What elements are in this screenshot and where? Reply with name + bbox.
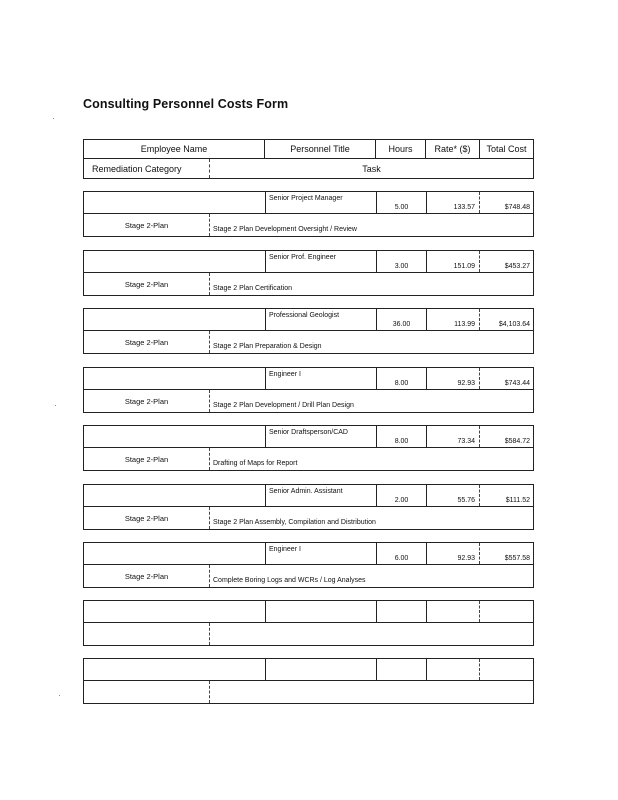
remediation-category-cell[interactable]: Stage 2-Plan [84, 273, 210, 295]
personnel-title-cell[interactable]: Engineer I [265, 543, 376, 564]
scan-speck: · [54, 400, 57, 410]
hours-cell[interactable] [376, 192, 426, 213]
task-cell[interactable]: Stage 2 Plan Development Oversight / Review [213, 226, 357, 233]
personnel-title-cell[interactable]: Senior Project Manager [265, 192, 376, 213]
total-cost-cell[interactable] [479, 192, 534, 213]
task-cell[interactable]: Stage 2 Plan Assembly, Compilation and Distribution [213, 519, 376, 526]
total-cost-value: $453.27 [504, 263, 530, 270]
hours-value: 8.00 [394, 380, 409, 387]
personnel-title-cell[interactable]: Senior Admin. Assistant [265, 485, 376, 506]
rate-cell[interactable] [426, 426, 479, 447]
rate-value: 92.93 [457, 555, 475, 562]
header-hours: Hours [376, 140, 426, 158]
scan-speck: · [52, 113, 55, 123]
cost-entry [83, 308, 534, 354]
rate-cell[interactable] [426, 485, 479, 506]
total-cost-cell[interactable] [479, 368, 534, 389]
total-cost-cell[interactable] [479, 251, 534, 272]
scan-speck: · [58, 690, 61, 700]
rate-cell[interactable] [426, 543, 479, 564]
total-cost-cell[interactable] [479, 309, 534, 330]
total-cost-value: $748.48 [504, 204, 530, 211]
rate-value: 133.57 [453, 204, 475, 211]
rate-value: 73.34 [457, 438, 475, 445]
hours-value: 2.00 [394, 497, 409, 504]
personnel-title-cell[interactable]: Senior Prof. Engineer [265, 251, 376, 272]
personnel-title-cell[interactable]: Senior Draftsperson/CAD [265, 426, 376, 447]
page-title: Consulting Personnel Costs Form [83, 97, 289, 111]
remediation-category-cell[interactable]: Stage 2-Plan [84, 214, 210, 236]
header-rate: Rate* ($) [434, 144, 471, 154]
hours-cell[interactable] [376, 426, 426, 447]
total-cost-value: $4,103.64 [498, 321, 530, 328]
rate-cell[interactable] [426, 251, 479, 272]
cost-entry [83, 250, 534, 296]
remediation-category-cell[interactable] [84, 681, 210, 703]
task-cell[interactable]: Drafting of Maps for Report [213, 460, 298, 467]
header-remediation-category: Remediation Category [84, 159, 210, 178]
total-cost-value: $557.58 [504, 555, 530, 562]
rate-cell[interactable] [426, 601, 479, 622]
hours-value: 5.00 [394, 204, 409, 211]
hours-cell[interactable] [376, 251, 426, 272]
hours-cell[interactable] [376, 543, 426, 564]
rate-cell[interactable] [426, 659, 479, 680]
hours-cell[interactable] [376, 601, 426, 622]
header-personnel-title: Personnel Title [265, 140, 376, 158]
task-cell[interactable] [210, 623, 533, 645]
hours-cell[interactable] [376, 368, 426, 389]
task-cell[interactable] [210, 681, 533, 703]
remediation-category-cell[interactable]: Stage 2-Plan [84, 565, 210, 587]
rate-cell[interactable] [426, 309, 479, 330]
remediation-category-cell[interactable]: Stage 2-Plan [84, 507, 210, 529]
hours-cell[interactable] [376, 659, 426, 680]
remediation-category-cell[interactable]: Stage 2-Plan [84, 448, 210, 470]
cost-entry [83, 191, 534, 237]
rate-value: 55.76 [457, 497, 475, 504]
hours-value: 36.00 [392, 321, 411, 328]
cost-entry [83, 484, 534, 530]
total-cost-cell[interactable] [479, 426, 534, 447]
cost-entry [83, 425, 534, 471]
personnel-title-cell[interactable]: Professional Geologist [265, 309, 376, 330]
table-header [83, 139, 534, 179]
remediation-category-cell[interactable]: Stage 2-Plan [84, 390, 210, 412]
task-cell[interactable]: Stage 2 Plan Certification [213, 285, 292, 292]
rate-value: 113.99 [454, 321, 475, 328]
total-cost-cell[interactable] [479, 601, 534, 622]
rate-cell[interactable] [426, 192, 479, 213]
rate-cell[interactable] [426, 368, 479, 389]
total-cost-cell[interactable] [479, 485, 534, 506]
hours-value: 6.00 [394, 555, 409, 562]
personnel-title-cell[interactable]: Engineer I [265, 368, 376, 389]
hours-value: 8.00 [394, 438, 409, 445]
header-employee-name: Employee Name [84, 140, 265, 158]
header-task: Task [362, 163, 381, 174]
cost-entry [83, 542, 534, 588]
task-cell[interactable]: Stage 2 Plan Preparation & Design [213, 343, 322, 350]
hours-cell[interactable] [376, 309, 426, 330]
total-cost-value: $584.72 [504, 438, 530, 445]
hours-cell[interactable] [376, 485, 426, 506]
cost-entry-empty [83, 658, 534, 704]
total-cost-value: $743.44 [504, 380, 530, 387]
total-cost-cell[interactable] [479, 543, 534, 564]
hours-value: 3.00 [394, 263, 409, 270]
cost-entry [83, 367, 534, 413]
rate-value: 151.09 [453, 263, 475, 270]
cost-entry-empty [83, 600, 534, 646]
remediation-category-cell[interactable] [84, 623, 210, 645]
remediation-category-cell[interactable]: Stage 2-Plan [84, 331, 210, 353]
task-cell[interactable]: Stage 2 Plan Development / Drill Plan Design [213, 402, 354, 409]
personnel-title-cell[interactable] [265, 659, 376, 680]
total-cost-value: $111.52 [505, 497, 530, 504]
personnel-title-cell[interactable] [265, 601, 376, 622]
header-total-cost: Total Cost [479, 140, 533, 158]
task-cell[interactable]: Complete Boring Logs and WCRs / Log Analyses [213, 577, 366, 584]
total-cost-cell[interactable] [479, 659, 534, 680]
rate-value: 92.93 [457, 380, 475, 387]
